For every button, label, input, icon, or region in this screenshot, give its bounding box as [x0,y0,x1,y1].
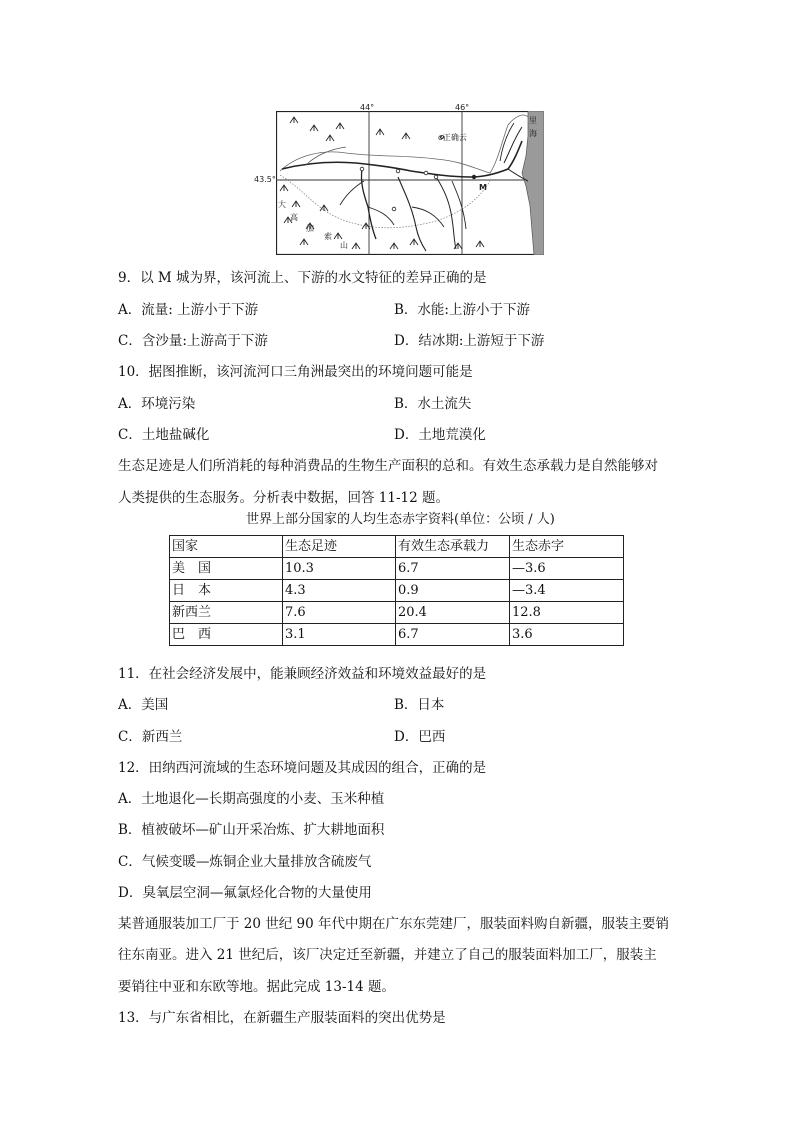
intro1-line2: 人类提供的生态服务。分析表中数据，回答 11-12 题。 [118,490,449,506]
q11-option-a: A．美国 [118,697,169,713]
mountain-label-5: 山 [340,241,348,250]
q12-option-a: A．土地退化—长期高强度的小麦、玉米种植 [118,791,385,807]
q9-option-b: B．水能:上游小于下游 [394,302,530,318]
table-cell: 10.3 [283,558,396,580]
table-row [170,558,624,580]
lon-label-44: 44° [360,103,375,112]
table-cell: 4.3 [283,580,396,602]
q13-stem: 13．与广东省相比，在新疆生产服装面料的突出优势是 [118,1010,446,1026]
table-row [170,580,624,602]
mountain-label-1: 大 [278,200,286,209]
q10-option-a: A．环境污染 [118,396,196,412]
q11-option-b: B．日本 [394,697,445,713]
table-cell: 巴 西 [170,624,283,646]
river-map [276,111,544,255]
table-header: 有效生态承载力 [396,536,510,558]
table-cell: 0.9 [396,580,510,602]
table-row [170,624,624,646]
q12-option-d: D．臭氧层空洞—氟氯烃化合物的大量使用 [118,885,372,901]
lon-label-46: 46° [455,103,470,112]
intro2-line2: 往东南亚。进入 21 世纪后，该厂决定迁至新疆，并建立了自己的服装面料加工厂，服装主 [118,947,657,963]
table-cell: —3.4 [510,580,624,602]
q12-option-b: B．植被破坏—矿山开采冶炼、扩大耕地面积 [118,822,385,838]
q10-option-d: D．土地荒漠化 [394,427,486,443]
eco-deficit-table [169,535,624,646]
q10-option-b: B．水土流失 [394,396,472,412]
q10-option-c: C．土地盐碱化 [118,427,210,443]
sea-label-2: 海 [529,129,537,138]
q9-option-a: A．流量: 上游小于下游 [118,302,259,318]
intro1-line1: 生态足迹是人们所消耗的每种消费品的生物生产面积的总和。有效生态承载力是自然能够对 [118,458,658,474]
mountain-label-3: 加 [306,224,314,233]
q10-stem: 10．据图推断，该河流河口三角洲最突出的环境问题可能是 [118,364,473,380]
q12-option-c: C．气候变暖—炼铜企业大量排放含硫废气 [118,854,372,870]
q11-stem: 11．在社会经济发展中，能兼顾经济效益和环境效益最好的是 [118,666,487,682]
table-row [170,602,624,624]
table-cell: 7.6 [283,602,396,624]
table-cell: 12.8 [510,602,624,624]
table-cell: 3.1 [283,624,396,646]
table-cell: 20.4 [396,602,510,624]
q11-option-d: D．巴西 [394,729,446,745]
table-cell: 新西兰 [170,602,283,624]
table-cell: 美 国 [170,558,283,580]
table-header: 生态足迹 [283,536,396,558]
table-header: 生态赤字 [510,536,624,558]
intro2-line3: 要销往中亚和东欧等地。据此完成 13-14 题。 [118,979,395,995]
table-cell: —3.6 [510,558,624,580]
mountain-label-4: 索 [324,232,332,241]
table-cell: 日 本 [170,580,283,602]
lat-label-43-5: 43.5° [254,175,276,184]
q11-option-c: C．新西兰 [118,729,183,745]
table-header: 国家 [170,536,283,558]
table-header-row [170,536,624,558]
q9-stem: 9．以 M 城为界，该河流上、下游的水文特征的差异正确的是 [118,270,487,286]
table-cell: 6.7 [396,558,510,580]
town-label: o正确云 [438,133,467,142]
intro2-line1: 某普通服装加工厂于 20 世纪 90 年代中期在广东东莞建厂，服装面料购自新疆，服装主要销 [118,916,670,932]
table-cell: 6.7 [396,624,510,646]
sea-label-1: 里 [529,116,537,125]
mountain-label-2: 高 [290,213,298,222]
q12-stem: 12．田纳西河流域的生态环境问题及其成因的组合，正确的是 [118,760,487,776]
q9-option-d: D．结冰期:上游短于下游 [394,333,545,349]
table-cell: 3.6 [510,624,624,646]
q9-option-c: C．含沙量:上游高于下游 [118,333,268,349]
city-m-label: M [479,183,487,192]
table-caption: 世界上部分国家的人均生态赤字资料(单位：公顷 / 人) [246,512,555,527]
